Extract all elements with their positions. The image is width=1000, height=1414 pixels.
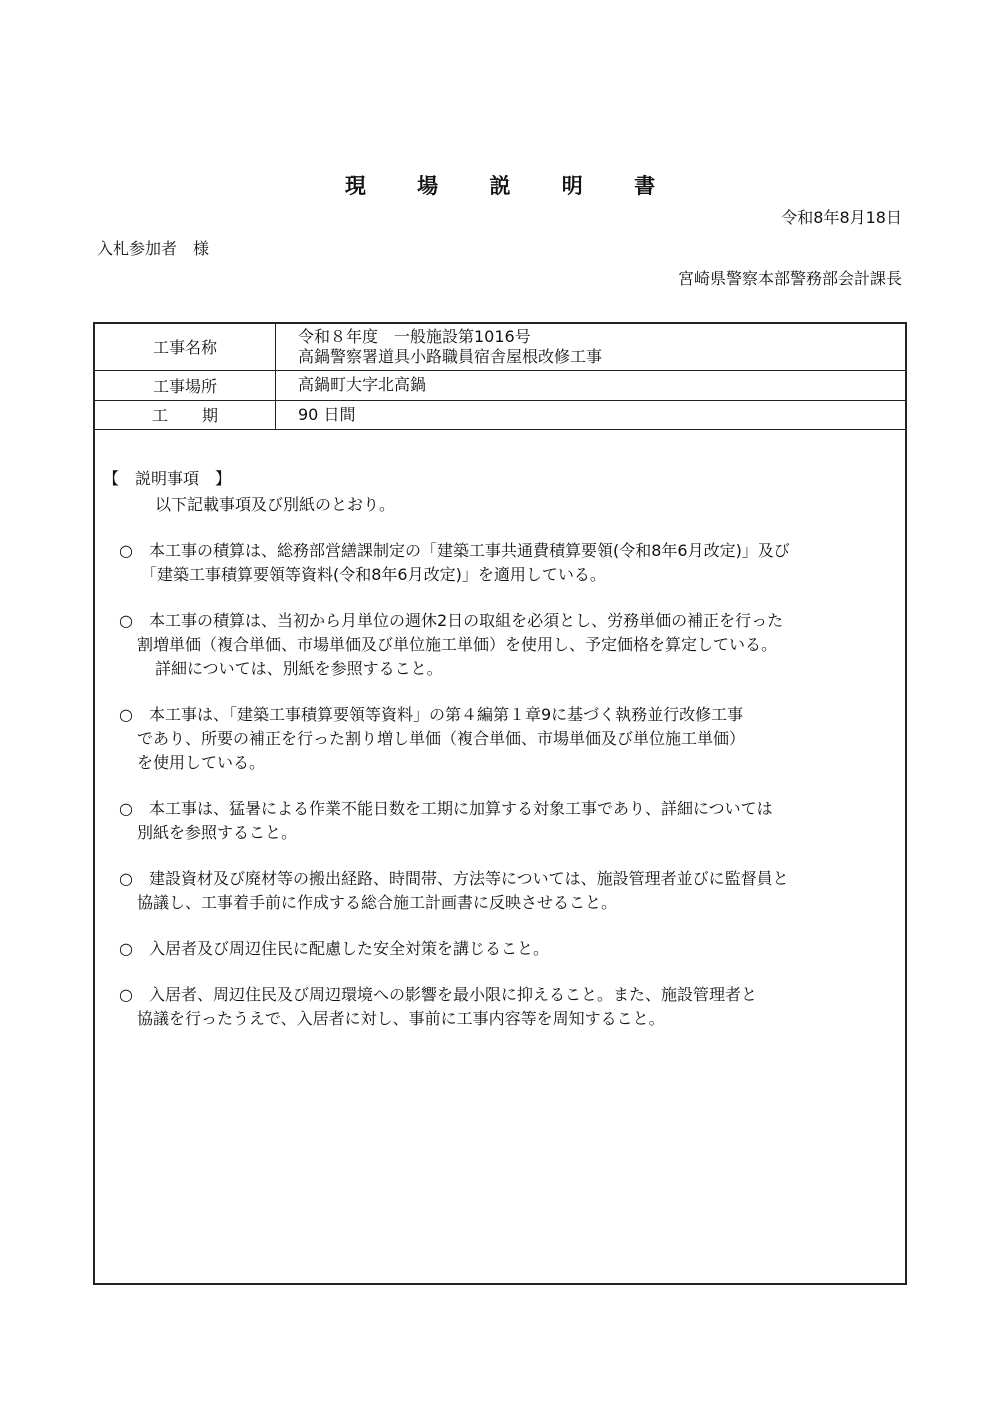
item-7-line-1: ○ 入居者、周辺住民及び周辺環境への影響を最小限に抑えること。また、施設管理者と bbox=[119, 985, 757, 1004]
section-heading: 【 説明事項 】 bbox=[103, 469, 232, 488]
item-7-line-2: 協議を行ったうえで、入居者に対し、事前に工事内容等を周知すること。 bbox=[137, 1009, 665, 1028]
item-3-line-1: ○ 本工事は、「建築工事積算要領等資料」の第４編第１章9に基づく執務並行改修工事 bbox=[119, 705, 744, 724]
table-row-location bbox=[95, 370, 905, 400]
value-period: 90 日間 bbox=[276, 400, 906, 429]
item-2-line-3: 詳細については、別紙を参照すること。 bbox=[155, 659, 443, 678]
list-item bbox=[103, 539, 893, 587]
label-project-name: 工事名称 bbox=[95, 324, 276, 370]
label-period-part-1: 工 bbox=[151, 406, 168, 425]
item-1-line-1: ○ 本工事の積算は、総務部営繕課制定の「建築工事共通費積算要領(令和8年6月改定)」及び bbox=[119, 541, 790, 560]
list-item bbox=[103, 703, 893, 775]
list-item bbox=[103, 983, 893, 1031]
item-5-line-1: ○ 建設資材及び廃材等の搬出経路、時間帯、方法等については、施設管理者並びに監督員と bbox=[119, 869, 789, 888]
project-name-line-1: 令和８年度 一般施設第1016号 bbox=[298, 326, 531, 346]
table-row-project-name bbox=[95, 324, 905, 370]
section-intro: 以下記載事項及び別紙のとおり。 bbox=[155, 495, 396, 514]
value-location: 高鍋町大字北高鍋 bbox=[276, 370, 906, 400]
project-name-line-2: 高鍋警察署道具小路職員宿舎屋根改修工事 bbox=[298, 346, 603, 366]
list-item bbox=[103, 609, 893, 681]
document-title: 現 場 説 明 書 bbox=[344, 174, 678, 198]
table-row-period bbox=[95, 400, 905, 429]
issuer: 宮崎県警察本部警務部会計課長 bbox=[677, 269, 902, 288]
item-2-line-1: ○ 本工事の積算は、当初から月単位の週休2日の取組を必須とし、労務単価の補正を行った bbox=[119, 611, 784, 630]
document-frame bbox=[93, 322, 907, 1285]
item-3-line-3: を使用している。 bbox=[137, 753, 266, 772]
addressee: 入札参加者 様 bbox=[97, 239, 210, 258]
label-period bbox=[95, 400, 276, 429]
item-4-line-2: 別紙を参照すること。 bbox=[137, 823, 298, 842]
list-item bbox=[103, 937, 893, 961]
item-1-line-2: 「建築工事積算要領等資料(令和8年6月改定)」を適用している。 bbox=[141, 565, 606, 584]
label-location: 工事場所 bbox=[95, 370, 276, 400]
item-2-line-2: 割増単価（複合単価、市場単価及び単位施工単価）を使用し、予定価格を算定している。 bbox=[137, 635, 778, 654]
issue-date: 令和8年8月18日 bbox=[781, 208, 902, 227]
explanation-section bbox=[103, 467, 893, 1031]
project-info-table bbox=[95, 324, 905, 430]
item-5-line-2: 協議し、工事着手前に作成する総合施工計画書に反映させること。 bbox=[137, 893, 618, 912]
list-item bbox=[103, 797, 893, 845]
item-3-line-2: であり、所要の補正を行った割り増し単価（複合単価、市場単価及び単位施工単価） bbox=[137, 729, 746, 748]
list-item bbox=[103, 867, 893, 915]
item-4-line-1: ○ 本工事は、猛暑による作業不能日数を工期に加算する対象工事であり、詳細については bbox=[119, 799, 773, 818]
label-period-part-2: 期 bbox=[201, 406, 218, 425]
value-project-name bbox=[276, 324, 906, 370]
item-6-line-1: ○ 入居者及び周辺住民に配慮した安全対策を講じること。 bbox=[119, 939, 549, 958]
